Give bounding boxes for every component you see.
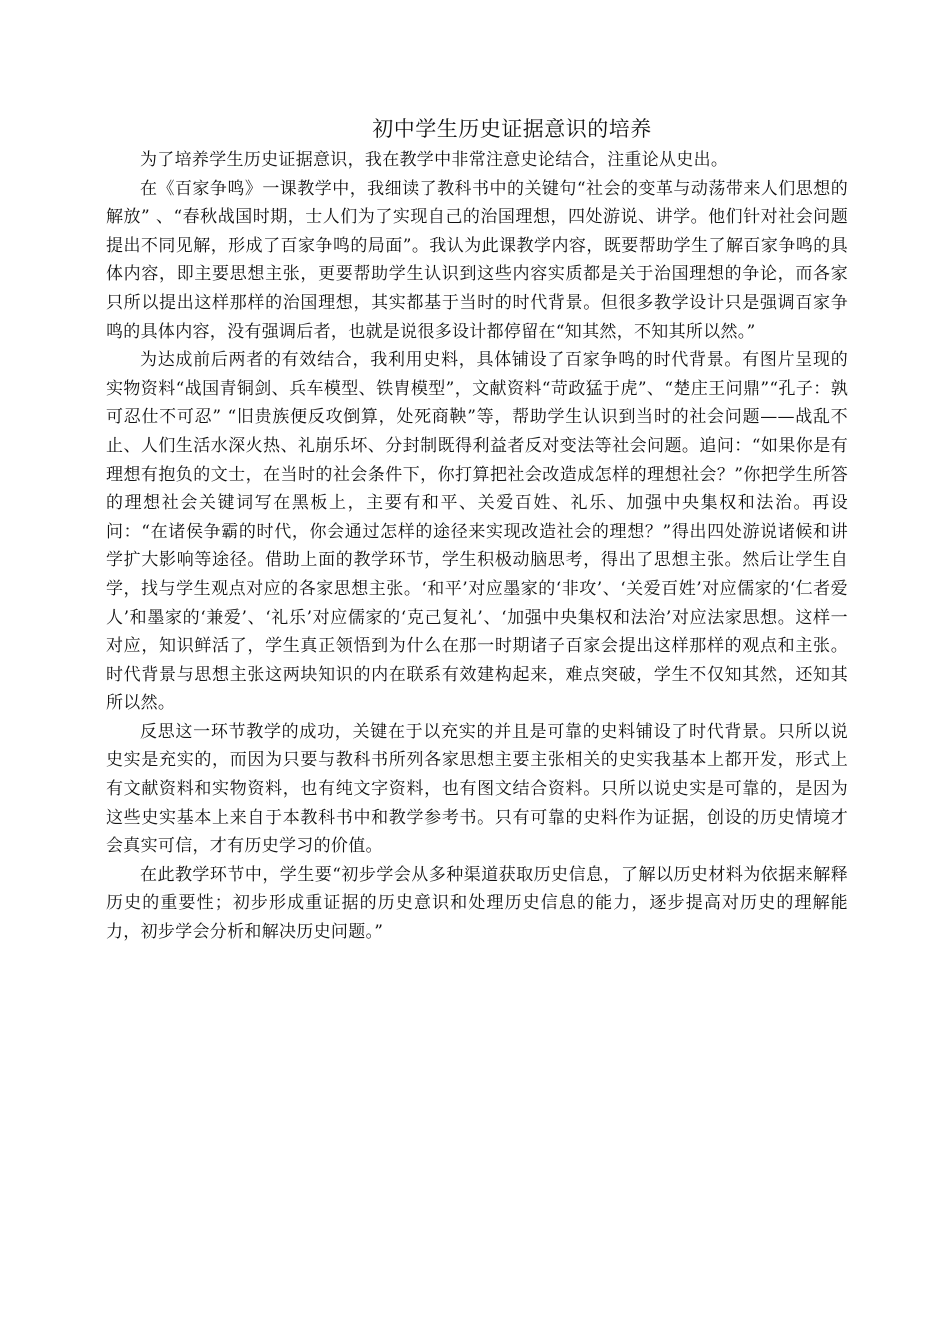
paragraph-intro: 为了培养学生历史证据意识，我在教学中非常注意史论结合，注重论从史出。 [140, 150, 729, 170]
paragraph-reflection: 反思这一环节教学的成功，关键在于以充实的并且是可靠的史料铺设了时代背景。只所以说史实是充实的，而因为只要与教科书所列各家思想主要主张相关的史实我基本上都开发，形式上有文献资料和实物资料，也有纯文字资料，也有图文结合资料。只所以说史实是可靠的，是因为这些史实基本上来自于本教科书中和教学参考书。只有可靠的史料作为证据，创设的历史情境才会真实可信，才有历史学习的价值。 [106, 721, 848, 857]
paragraph-lesson-analysis: 在《百家争鸣》一课教学中，我细读了教科书中的关键句“社会的变革与动荡带来人们思想的解放” 、“春秋战国时期，士人们为了实现自己的治国理想，四处游说、讲学。他们针对社会问题提出不同见解，形成了百家争鸣的局面”。我认为此课教学内容，既要帮助学生了解百家争鸣的具体内容，即主要思想主张，更要帮助学生认识到这些内容实质都是关于治国理想的争论，而各家只所以提出这样那样的治国理想，其实都基于当时的时代背景。但很多教学设计只是强调百家争鸣的具体内容，没有强调后者，也就是说很多设计都停留在“知其然，不知其所以然。” [106, 178, 848, 342]
paragraph-teaching-process: 为达成前后两者的有效结合，我利用史料，具体铺设了百家争鸣的时代背景。有图片呈现的实物资料“战国青铜剑、兵车模型、铁胄模型”，文献资料“苛政猛于虎”、“楚庄王问鼎”“孔子：孰可忍仕不可忍” “旧贵族便反攻倒算，处死商鞅”等，帮助学生认识到当时的社会问题——战乱不止、人们生活水深火热、礼崩乐坏、分封制既得利益者反对变法等社会问题。追问：“如果你是有理想有抱负的文士，在当时的社会条件下，你打算把社会改造成怎样的理想社会？”你把学生所答的理想社会关键词写在黑板上，主要有和平、关爱百姓、礼乐、加强中央集权和法治。再设问：“在诸侯争霸的时代，你会通过怎样的途径来实现改造社会的理想？”得出四处游说诸候和讲学扩大影响等途径。借助上面的教学环节，学生积极动脑思考，得出了思想主张。然后让学生自学，找与学生观点对应的各家思想主张。‘和平’对应墨家的‘非攻’、‘关爱百姓’对应儒家的‘仁者爱人’和墨家的‘兼爱’、‘礼乐’对应儒家的‘克己复礼’、‘加强中央集权和法治’对应法家思想。这样一对应，知识鲜活了，学生真正领悟到为什么在那一时期诸子百家会提出这样那样的观点和主张。时代背景与思想主张这两块知识的内在联系有效建构起来，难点突破，学生不仅知其然，还知其所以然。 [106, 350, 848, 714]
document-page [106, 112, 848, 947]
paragraph-conclusion: 在此教学环节中，学生要“初步学会从多种渠道获取历史信息，了解以历史材料为依据来解释历史的重要性；初步形成重证据的历史意识和处理历史信息的能力，逐步提高对历史的理解能力，初步学会分析和解决历史问题。” [106, 864, 848, 943]
document-title: 初中学生历史证据意识的培养 [372, 117, 652, 141]
